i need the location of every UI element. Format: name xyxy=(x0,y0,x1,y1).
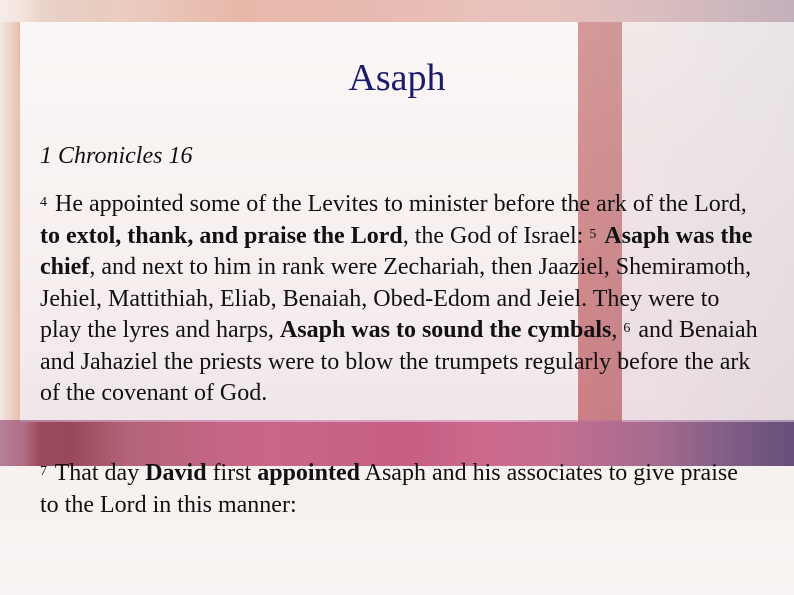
emphasis-asaph-chief: Asaph was the chief xyxy=(40,222,753,280)
text-segment: Asaph and his associates to give praise to the Lord in this manner: xyxy=(40,460,738,518)
text-segment: , and next to him in rank were Zechariah, then Jaaziel, Shemiramoth, Jehiel, Mattithiah, Eliab, Benaiah, Obed-Edom and Jeiel. They were to play the lyres and harps, xyxy=(40,254,752,343)
verse-number-4: 4 xyxy=(40,195,47,210)
emphasis-cymbals: Asaph was to sound the cymbals xyxy=(279,317,612,343)
emphasis-appointed: appointed xyxy=(257,460,360,486)
paragraph-verse-7 xyxy=(40,458,760,521)
text-segment: He appointed some of the Levites to minister before the ark of the Lord, xyxy=(49,191,747,217)
text-segment: That day xyxy=(49,460,146,486)
scripture-reference: 1 Chronicles 16 xyxy=(40,143,193,169)
emphasis-david: David xyxy=(145,460,207,486)
verse-number-7: 7 xyxy=(40,464,47,479)
emphasis-praise: to extol, thank, and praise the Lord xyxy=(40,222,403,249)
text-segment: , xyxy=(611,317,624,343)
text-segment: , the God of Israel: xyxy=(402,222,590,249)
verse-number-5: 5 xyxy=(589,226,597,242)
paragraph-verses-4-6 xyxy=(40,189,760,410)
slide-title: Asaph xyxy=(348,57,446,99)
text-segment: first xyxy=(206,460,258,486)
verse-number-6: 6 xyxy=(623,321,631,336)
text-segment: and Benaiah and Jahaziel the priests were to blow the trumpets regularly before the ark of the covenant of God. xyxy=(40,317,758,406)
